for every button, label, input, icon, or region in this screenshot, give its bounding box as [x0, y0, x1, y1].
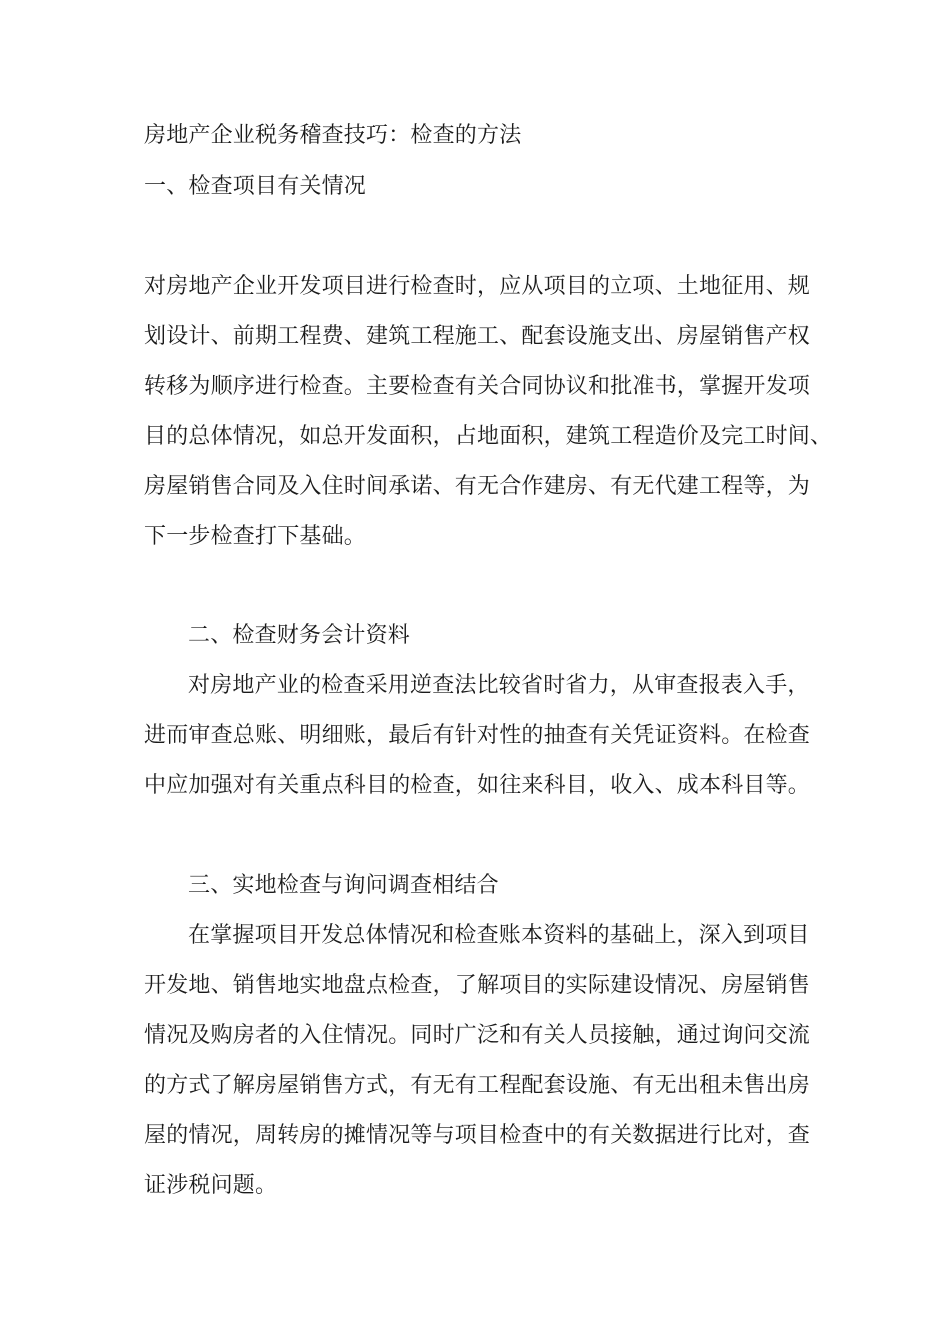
- section-3-paragraph-line: 的方式了解房屋销售方式，有无有工程配套设施、有无出租未售出房: [144, 1073, 811, 1098]
- section-1-heading: 一、检查项目有关情况: [144, 174, 367, 199]
- section-3-paragraph-line: 证涉税问题。: [144, 1173, 278, 1198]
- section-1-paragraph-line: 划设计、前期工程费、建筑工程施工、配套设施支出、房屋销售产权: [144, 324, 811, 349]
- section-3-heading: 三、实地检查与询问调查相结合: [188, 873, 499, 898]
- section-3-paragraph-line: 屋的情况，周转房的摊情况等与项目检查中的有关数据进行比对，查: [144, 1123, 811, 1148]
- section-2-paragraph-line: 中应加强对有关重点科目的检查，如往来科目，收入、成本科目等。: [144, 773, 811, 798]
- section-2-paragraph-line: 进而审查总账、明细账，最后有针对性的抽查有关凭证资料。在检查: [144, 723, 811, 748]
- section-3-paragraph-line: 开发地、销售地实地盘点检查，了解项目的实际建设情况、房屋销售: [144, 973, 811, 998]
- section-3-paragraph-line: 情况及购房者的入住情况。同时广泛和有关人员接触，通过询问交流: [144, 1023, 811, 1048]
- section-1-paragraph-line: 目的总体情况，如总开发面积，占地面积，建筑工程造价及完工时间、: [144, 424, 833, 449]
- section-2-heading: 二、检查财务会计资料: [188, 623, 411, 648]
- section-1-paragraph-line: 房屋销售合同及入住时间承诺、有无合作建房、有无代建工程等，为: [144, 474, 811, 499]
- section-2-paragraph-line: 对房地产业的检查采用逆查法比较省时省力，从审查报表入手，: [188, 673, 810, 698]
- section-1-paragraph-line: 转移为顺序进行检查。主要检查有关合同协议和批准书，掌握开发项: [144, 374, 811, 399]
- section-1-paragraph-line: 对房地产企业开发项目进行检查时，应从项目的立项、土地征用、规: [144, 274, 811, 299]
- document-title: 房地产企业税务稽查技巧：检查的方法: [144, 123, 522, 148]
- section-3-paragraph-line: 在掌握项目开发总体情况和检查账本资料的基础上，深入到项目: [188, 923, 810, 948]
- section-1-paragraph-line: 下一步检查打下基础。: [144, 524, 367, 549]
